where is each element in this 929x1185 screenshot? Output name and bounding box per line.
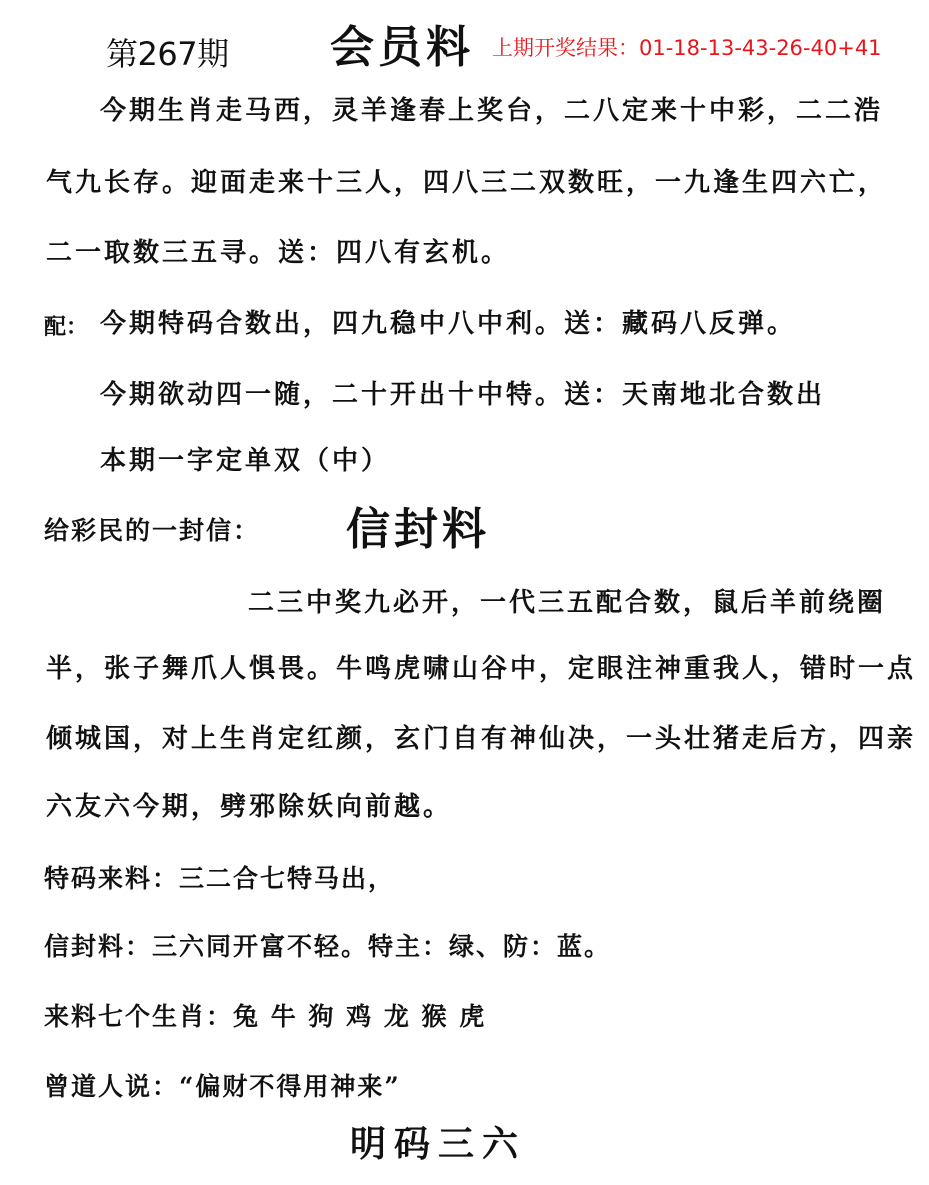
tema-line: 特码来料：三二合七特马出， [44,864,396,893]
pei-line-2: 今期欲动四一随，二十开出十中特。送：天南地北合数出 [100,380,826,410]
letter-line-2: 半，张子舞爪人惧畏。牛鸣虎啸山谷中，定眼注神重我人，错时一点 [46,654,917,684]
poem-line-3: 二一取数三五寻。送：四八有玄机。 [46,238,511,268]
letter-line-4: 六友六今期，劈邪除妖向前越。 [46,792,453,822]
letter-intro: 给彩民的一封信： [44,516,261,545]
page-title: 会员料 [330,22,474,73]
footer-title: 明码三六 [350,1123,527,1165]
issue-number: 第267期 [106,35,229,73]
letter-line-3: 倾城国，对上生肖定红颜，玄门自有神仙决，一头壮猪走后方，四亲 [46,724,917,754]
letter-title: 信封料 [346,504,490,555]
last-draw-result: 上期开奖结果：01-18-13-43-26-40+41 [492,36,882,60]
saying-line: 曾道人说：“偏财不得用神来” [44,1072,401,1101]
pei-line-1: 今期特码合数出，四九稳中八中利。送：藏码八反弹。 [100,309,797,339]
xinfeng-line: 信封料：三六同开富不轻。特主：绿、防：蓝。 [44,932,612,961]
shengxiao-line: 来料七个生肖：兔 牛 狗 鸡 龙 猴 虎 [44,1002,487,1031]
letter-line-1: 二三中奖九必开，一代三五配合数，鼠后羊前绕圈 [248,588,887,618]
pei-label: 配： [44,314,89,340]
poem-line-2: 气九长存。迎面走来十三人，四八三二双数旺，一九逢生四六亡， [46,168,888,198]
poem-line-1: 今期生肖走马西，灵羊逢春上奖台，二八定来十中彩，二二浩 [100,96,884,126]
pei-line-3: 本期一字定单双（中） [100,446,391,476]
